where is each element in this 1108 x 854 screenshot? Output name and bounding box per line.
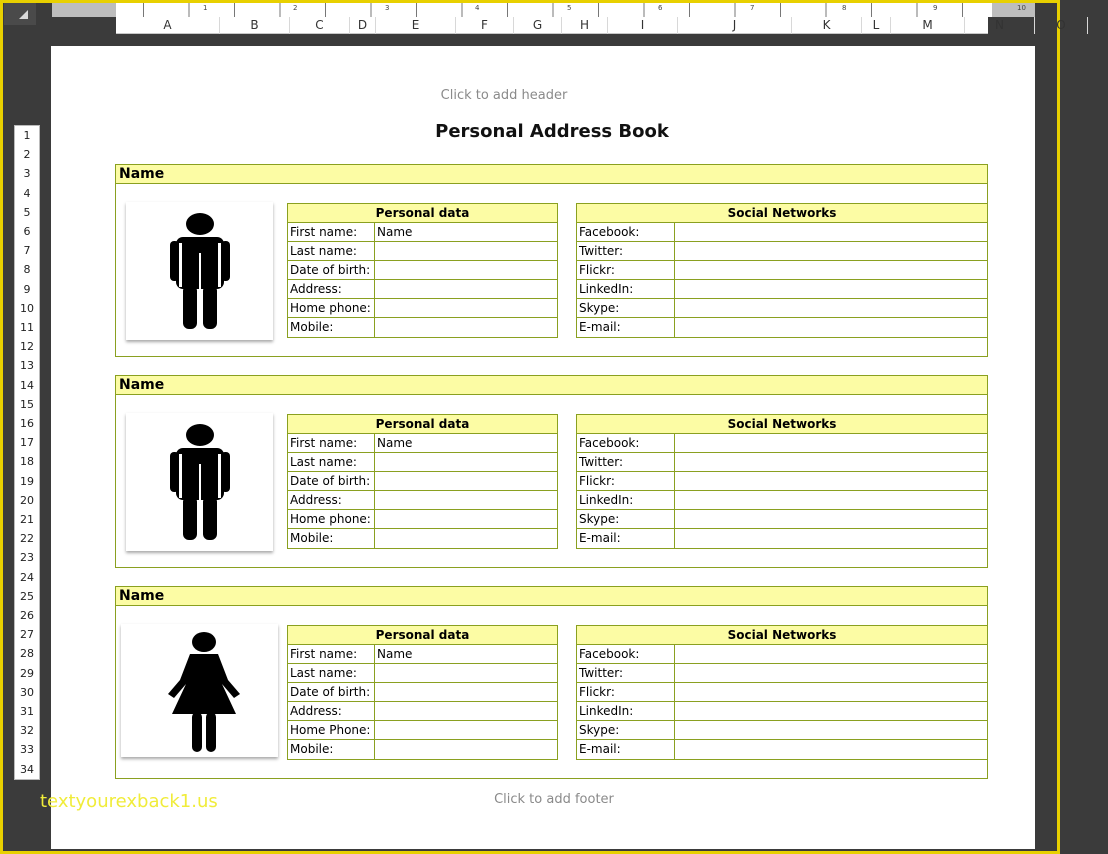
field-label: Mobile: [288,318,375,337]
row-header[interactable]: 13 [20,359,34,373]
field-value-cell[interactable] [675,529,987,548]
table-row [288,434,557,453]
column-header-e[interactable]: E [376,17,456,34]
field-label: First name: [288,645,375,663]
field-label: Last name: [288,453,375,471]
table-row [288,740,557,759]
column-header-a[interactable]: A [116,17,220,34]
social-networks-table [576,414,988,549]
field-label: Facebook: [577,434,675,452]
table-row [288,721,557,740]
row-header[interactable]: 26 [20,609,34,622]
field-value-cell[interactable]: Name [377,436,413,450]
social-networks-table [576,625,988,760]
table-row [577,223,987,242]
column-header-o[interactable]: O [1035,17,1088,34]
select-all-corner[interactable] [4,3,36,25]
row-header[interactable]: 9 [23,282,31,296]
row-header[interactable]: 18 [20,455,34,469]
column-header-h[interactable]: H [562,17,608,34]
row-headers [14,125,40,780]
column-header-d[interactable]: D [350,17,376,34]
table-row [288,453,557,472]
field-value-cell[interactable] [375,529,557,548]
field-value-cell[interactable] [675,261,987,279]
field-value-cell[interactable] [675,223,987,241]
table-row [288,664,557,683]
field-value-cell[interactable] [675,299,987,317]
row-header[interactable]: 30 [20,685,34,699]
column-headers [116,17,1066,34]
row-header[interactable]: 14 [20,378,34,392]
row-header[interactable]: 19 [20,474,34,488]
row-header[interactable]: 16 [20,417,34,430]
field-label: Mobile: [288,740,375,759]
field-value-cell[interactable] [675,740,987,759]
field-label: Date of birth: [288,472,375,490]
row-header[interactable]: 28 [20,647,34,661]
field-label: Address: [288,702,375,720]
column-header-n[interactable]: N [965,17,1035,34]
field-label: Address: [288,280,375,298]
table-row [577,683,987,702]
row-header[interactable]: 5 [23,205,31,219]
field-value-cell[interactable] [675,721,987,739]
male-person-icon [170,213,230,335]
field-value-cell[interactable] [675,510,987,528]
table-row [577,453,987,472]
personal-data-table [287,625,558,760]
horizontal-ruler [52,3,1035,17]
row-header[interactable]: 22 [20,532,34,546]
row-header[interactable]: 34 [20,762,34,776]
page-title: Personal Address Book [435,121,669,142]
table-row [288,529,557,548]
female-person-icon [168,632,240,756]
row-header[interactable]: 31 [20,705,34,718]
header-placeholder[interactable]: Click to add header [440,88,568,103]
ruler-number: 8 [842,4,847,12]
table-row [288,472,557,491]
field-label: Home Phone: [288,721,375,739]
ruler-number: 5 [567,4,572,12]
ruler-number: 7 [750,4,755,12]
contact-entry [115,586,988,779]
field-label: Home phone: [288,510,375,528]
ruler-number: 3 [385,4,390,12]
field-label: E-mail: [577,740,675,759]
table-row [577,740,987,759]
field-value-cell[interactable] [375,261,557,279]
field-value-cell[interactable] [375,318,557,337]
field-label: Skype: [577,721,675,739]
ruler-number: 6 [658,4,663,12]
field-value-cell[interactable] [675,491,987,509]
row-header[interactable]: 7 [23,244,31,258]
field-value-cell[interactable] [375,683,557,701]
row-header[interactable]: 1 [23,129,31,142]
field-label: Skype: [577,510,675,528]
row-header[interactable]: 32 [20,724,34,738]
row-header[interactable]: 3 [23,167,31,181]
row-header[interactable]: 33 [20,743,34,757]
contact-photo[interactable] [126,413,273,551]
row-header[interactable]: 6 [23,225,31,238]
column-header-g[interactable]: G [514,17,562,34]
table-row [577,510,987,529]
field-value-cell[interactable] [375,721,557,739]
field-value-cell[interactable] [375,740,557,759]
field-label: Date of birth: [288,261,375,279]
field-label: First name: [288,434,375,452]
field-value-cell[interactable] [675,683,987,701]
field-value-cell[interactable] [375,472,557,490]
field-label: Flickr: [577,472,675,490]
field-value-cell[interactable] [375,702,557,720]
field-value-cell[interactable]: Name [377,225,413,239]
field-label: Mobile: [288,529,375,548]
field-value-cell[interactable]: Name [377,647,413,661]
field-value-cell[interactable] [675,664,987,682]
contact-entry [115,164,988,357]
column-header-c[interactable]: C [290,17,350,34]
column-header-j[interactable]: J [678,17,792,34]
field-label: Flickr: [577,261,675,279]
ruler-number: 9 [933,4,938,12]
table-row [577,472,987,491]
row-header[interactable]: 25 [20,589,34,603]
field-value-cell[interactable] [675,318,987,337]
ruler-number: 10 [1017,4,1026,12]
contact-photo[interactable] [121,624,278,757]
footer-placeholder[interactable]: Click to add footer [494,792,614,807]
table-row [288,702,557,721]
row-header[interactable]: 29 [20,666,34,680]
watermark: textyourexback1.us [40,791,218,812]
field-label: Last name: [288,664,375,682]
table-row [577,702,987,721]
field-value-cell[interactable] [375,453,557,471]
row-header[interactable]: 23 [20,551,34,565]
column-header-i[interactable]: I [608,17,678,34]
personal-data-table-heading: Personal data [288,204,557,223]
column-header-b[interactable]: B [220,17,290,34]
ruler-number: 1 [203,4,208,12]
table-row [288,261,557,280]
field-label: E-mail: [577,529,675,548]
ruler-number: 2 [293,4,298,12]
table-row [577,242,987,261]
social-networks-table [576,203,988,338]
field-value-cell[interactable] [675,645,987,663]
contact-name-header[interactable]: Name [116,165,987,184]
row-header[interactable]: 2 [23,148,31,162]
table-row [288,280,557,299]
table-row [288,510,557,529]
contact-entry [115,375,988,568]
field-label: Address: [288,491,375,509]
field-label: LinkedIn: [577,702,675,720]
ruler-margin-right [992,3,1035,17]
field-label: Last name: [288,242,375,260]
column-header-k[interactable]: K [792,17,862,34]
field-value-cell[interactable] [675,434,987,452]
contact-photo[interactable] [126,202,273,340]
ruler-margin-left [52,3,116,17]
field-value-cell[interactable] [375,491,557,509]
personal-data-table [287,203,558,338]
field-value-cell[interactable] [375,280,557,298]
row-header[interactable]: 12 [20,340,34,354]
column-header-l[interactable]: L [862,17,891,34]
field-label: Facebook: [577,645,675,663]
table-row [577,318,987,337]
personal-data-table [287,414,558,549]
field-value-cell[interactable] [375,299,557,317]
field-label: Flickr: [577,683,675,701]
row-header[interactable]: 8 [23,263,31,277]
table-row [288,318,557,337]
table-row [288,223,557,242]
table-row [577,491,987,510]
table-row [577,721,987,740]
field-label: Skype: [577,299,675,317]
social-networks-table-heading: Social Networks [577,415,987,434]
field-label: LinkedIn: [577,280,675,298]
table-row [577,434,987,453]
row-header[interactable]: 20 [20,493,34,507]
row-header[interactable]: 11 [20,321,34,334]
row-header[interactable]: 15 [20,397,34,411]
table-row [288,242,557,261]
field-label: Facebook: [577,223,675,241]
personal-data-table-heading: Personal data [288,415,557,434]
row-header[interactable]: 17 [20,436,34,450]
field-label: Date of birth: [288,683,375,701]
field-label: First name: [288,223,375,241]
field-value-cell[interactable] [375,664,557,682]
table-row [288,491,557,510]
row-header[interactable]: 27 [20,628,34,642]
male-person-icon [170,424,230,546]
row-header[interactable]: 10 [20,301,34,315]
field-value-cell[interactable] [675,453,987,471]
contact-name-header[interactable]: Name [116,376,987,395]
field-value-cell[interactable] [675,472,987,490]
ruler-number: 4 [475,4,480,12]
field-label: Twitter: [577,242,675,260]
field-value-cell[interactable] [375,242,557,260]
field-value-cell[interactable] [375,510,557,528]
social-networks-table-heading: Social Networks [577,204,987,223]
table-row [577,261,987,280]
table-row [577,645,987,664]
row-header[interactable]: 4 [23,186,31,200]
field-label: Home phone: [288,299,375,317]
field-value-cell[interactable] [675,242,987,260]
row-header[interactable]: 24 [20,570,34,584]
contact-name-header[interactable]: Name [116,587,987,606]
field-value-cell[interactable] [675,280,987,298]
field-label: LinkedIn: [577,491,675,509]
field-value-cell[interactable] [675,702,987,720]
personal-data-table-heading: Personal data [288,626,557,645]
table-row [577,280,987,299]
table-row [288,683,557,702]
row-header[interactable]: 21 [20,513,34,526]
field-label: Twitter: [577,664,675,682]
social-networks-table-heading: Social Networks [577,626,987,645]
column-header-m[interactable]: M [891,17,965,34]
table-row [288,299,557,318]
table-row [577,529,987,548]
table-row [577,299,987,318]
field-label: E-mail: [577,318,675,337]
column-header-f[interactable]: F [456,17,514,34]
table-row [288,645,557,664]
table-row [577,664,987,683]
field-label: Twitter: [577,453,675,471]
